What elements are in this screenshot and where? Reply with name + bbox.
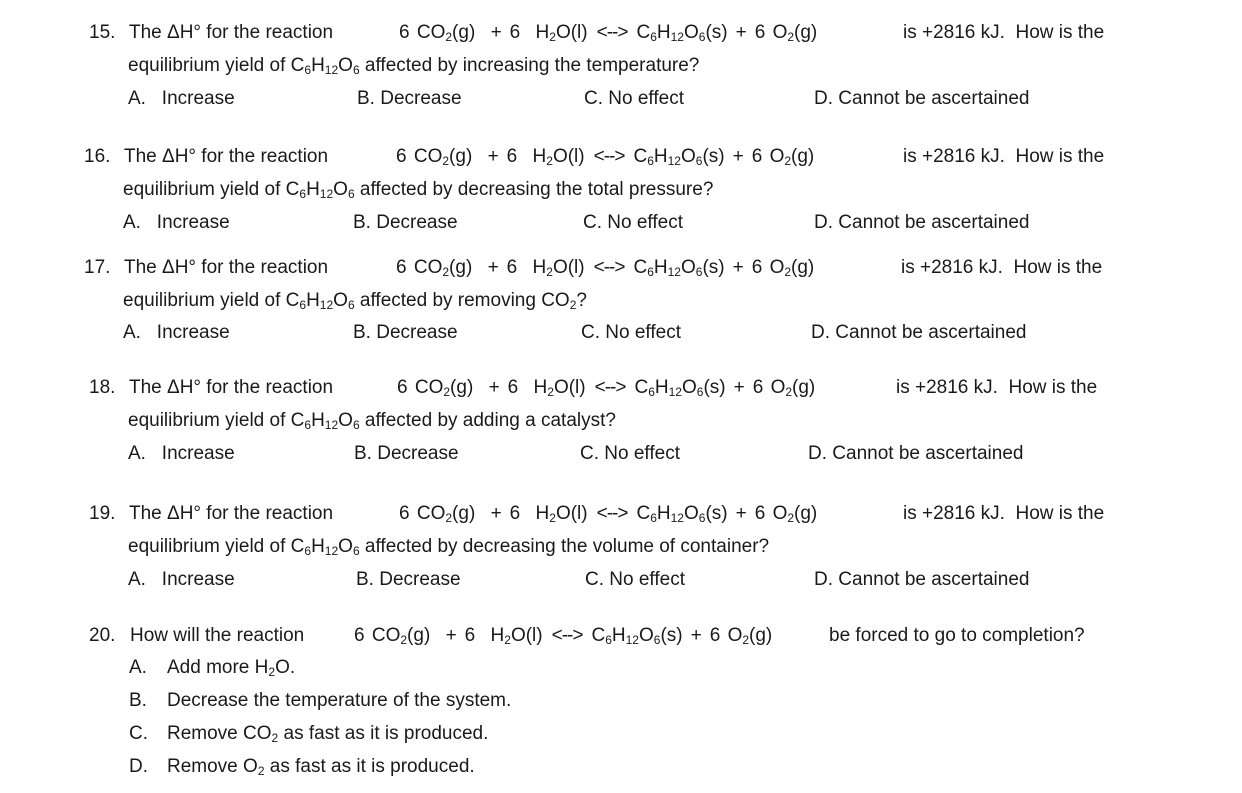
reactant-h2o-rest: O(l) <box>510 625 543 646</box>
subscript: 6 <box>647 154 654 168</box>
q20-option-c[interactable] <box>129 723 488 745</box>
equilibrium-arrow: <--> <box>551 625 583 646</box>
reactant-h2o: H <box>535 22 550 43</box>
question-tail: be forced to go to completion? <box>829 625 1085 646</box>
subscript: 6 <box>698 30 706 44</box>
state: (s) <box>660 625 683 646</box>
reaction-line <box>397 377 815 399</box>
subscript: 6 <box>648 385 655 399</box>
choice-a-increase[interactable]: A. Increase <box>123 212 230 233</box>
choice-d-cannot-be-ascertained[interactable]: D. Cannot be ascertained <box>814 212 1030 233</box>
product-o2: 6 O <box>751 257 785 278</box>
question-intro: The ΔH° for the reaction <box>129 377 334 398</box>
h: H <box>306 179 320 200</box>
p: H <box>656 22 671 43</box>
option-letter: B. <box>129 690 147 711</box>
state: (s) <box>702 257 725 278</box>
subscript: 2 <box>549 511 556 525</box>
question-number: 19. <box>89 503 116 524</box>
subscript: 12 <box>319 298 334 312</box>
glucose-formula <box>291 55 360 76</box>
question-suffix: affected by decreasing the total pressure? <box>359 179 714 200</box>
reaction-line <box>399 503 817 525</box>
question-intro: The ΔH° for the reaction <box>129 22 334 43</box>
question-line-2 <box>128 536 769 558</box>
option-text-rest: as fast as it is produced. <box>264 756 475 777</box>
subscript: 6 <box>695 265 703 279</box>
c: C <box>290 536 305 557</box>
state: (g) <box>449 257 473 278</box>
plus-sign: + <box>735 22 747 43</box>
subscript: 2 <box>549 30 556 44</box>
product-o2: 6 O <box>709 625 743 646</box>
equilibrium-arrow: <--> <box>596 22 628 43</box>
eq-prefix: equilibrium yield of <box>128 410 286 431</box>
plus-sign: + <box>735 503 747 524</box>
subscript: 12 <box>670 511 684 525</box>
p: C <box>636 22 651 43</box>
state: (g) <box>452 22 476 43</box>
p: H <box>654 377 669 398</box>
subscript: 2 <box>271 731 279 745</box>
state: (g) <box>407 625 431 646</box>
question-number: 20. <box>89 625 116 646</box>
subscript: 6 <box>605 633 612 647</box>
subscript: 6 <box>695 154 703 168</box>
reaction-line <box>396 146 814 168</box>
state: (s) <box>702 146 725 167</box>
question-number: 16. <box>84 146 111 167</box>
p: C <box>633 146 648 167</box>
reactant-co2: 6 CO <box>354 625 401 646</box>
reactant-h2o-rest: O(l) <box>553 377 586 398</box>
choice-b-decrease[interactable]: B. Decrease <box>356 569 461 590</box>
choice-c-no-effect[interactable]: C. No effect <box>583 212 683 233</box>
p: O <box>681 377 697 398</box>
state: (s) <box>705 22 728 43</box>
question-line-2 <box>123 179 713 201</box>
choice-a-increase[interactable]: A. Increase <box>128 88 235 109</box>
subscript: 12 <box>625 633 639 647</box>
reactant-h2o: H <box>490 625 505 646</box>
state: (g) <box>791 146 815 167</box>
subscript: 2 <box>442 265 450 279</box>
reaction-equation <box>396 146 814 167</box>
state: (s) <box>703 377 726 398</box>
reactant-h2o: H <box>535 503 550 524</box>
subscript: 2 <box>546 154 553 168</box>
subscript: 6 <box>650 30 657 44</box>
subscript: 6 <box>696 385 704 399</box>
state: (g) <box>450 377 474 398</box>
subscript: 2 <box>400 633 408 647</box>
product-o2: 6 O <box>754 22 788 43</box>
choice-b-decrease[interactable]: B. Decrease <box>354 443 459 464</box>
coef: 6 <box>506 146 518 167</box>
p: C <box>591 625 606 646</box>
subscript: 12 <box>324 63 339 77</box>
c: C <box>290 410 305 431</box>
p: O <box>638 625 654 646</box>
c: C <box>290 55 305 76</box>
choice-a-increase[interactable]: A. Increase <box>128 569 235 590</box>
subscript: 2 <box>742 633 750 647</box>
c: C <box>285 290 300 311</box>
q20-option-b[interactable] <box>129 690 511 712</box>
subscript: 2 <box>443 385 451 399</box>
choice-d-cannot-be-ascertained[interactable]: D. Cannot be ascertained <box>814 569 1030 590</box>
reactant-co2: 6 CO <box>399 22 446 43</box>
subscript: 2 <box>268 665 276 679</box>
option-text: Remove CO <box>167 723 272 744</box>
reaction-line <box>396 257 814 279</box>
subscript: 6 <box>304 544 312 558</box>
question-intro: The ΔH° for the reaction <box>124 146 329 167</box>
h: H <box>311 55 325 76</box>
subscript: 12 <box>667 265 681 279</box>
subscript: 2 <box>257 764 265 778</box>
question-number: 17. <box>84 257 111 278</box>
state: (g) <box>794 22 818 43</box>
eq-prefix: equilibrium yield of <box>123 290 281 311</box>
equilibrium-arrow: <--> <box>596 503 628 524</box>
choice-c-no-effect[interactable]: C. No effect <box>584 88 684 109</box>
subscript: 6 <box>647 265 654 279</box>
subscript: 6 <box>299 298 307 312</box>
subscript: 2 <box>784 154 792 168</box>
h: H <box>311 536 325 557</box>
reactant-co2: 6 CO <box>399 503 446 524</box>
reactant-co2: 6 CO <box>397 377 444 398</box>
option-text-rest: as fast as it is produced. <box>278 723 489 744</box>
subscript: 6 <box>352 63 360 77</box>
state: (g) <box>792 377 816 398</box>
option-letter: D. <box>129 756 148 777</box>
state: (g) <box>749 625 773 646</box>
option-text-rest: O. <box>275 657 296 678</box>
subscript: 2 <box>504 633 511 647</box>
subscript: 2 <box>787 30 795 44</box>
p: O <box>680 257 696 278</box>
h: H <box>306 290 320 311</box>
subscript: 6 <box>304 418 312 432</box>
question-intro: The ΔH° for the reaction <box>129 503 334 524</box>
question-number: 15. <box>89 22 116 43</box>
reaction-equation <box>396 257 814 278</box>
eq-prefix: equilibrium yield of <box>128 55 286 76</box>
reaction-equation <box>397 377 815 398</box>
subscript: 2 <box>442 154 450 168</box>
subscript: 2 <box>546 265 553 279</box>
question-line-2 <box>123 290 587 312</box>
plus-sign: + <box>487 257 499 278</box>
glucose-formula <box>291 410 360 431</box>
subscript: 2 <box>445 30 453 44</box>
question-line-2 <box>128 410 616 432</box>
dh-tail: is +2816 kJ. How is the <box>903 146 1105 167</box>
plus-sign: + <box>490 22 502 43</box>
reactant-h2o-rest: O(l) <box>552 257 585 278</box>
question-intro: How will the reaction <box>130 625 305 646</box>
state: (g) <box>791 257 815 278</box>
subscript: 2 <box>547 385 554 399</box>
state: (s) <box>705 503 728 524</box>
subscript: 6 <box>299 187 307 201</box>
reactant-h2o-rest: O(l) <box>555 503 588 524</box>
state: (g) <box>452 503 476 524</box>
dh-tail: is +2816 kJ. How is the <box>903 503 1105 524</box>
coef: 6 <box>509 22 521 43</box>
option-text: Add more H <box>167 657 269 678</box>
eq-prefix: equilibrium yield of <box>123 179 281 200</box>
coef: 6 <box>507 377 519 398</box>
dh-tail: is +2816 kJ. How is the <box>901 257 1103 278</box>
plus-sign: + <box>690 625 702 646</box>
subscript: 6 <box>650 511 657 525</box>
choice-d-cannot-be-ascertained[interactable]: D. Cannot be ascertained <box>811 322 1027 343</box>
subscript: 6 <box>352 544 360 558</box>
q20-option-d[interactable] <box>129 756 475 778</box>
subscript: 12 <box>667 154 681 168</box>
question-line-2 <box>128 55 699 77</box>
subscript: 12 <box>324 418 339 432</box>
p: H <box>653 146 668 167</box>
p: O <box>680 146 696 167</box>
option-text: Decrease the temperature of the system. <box>167 690 512 711</box>
p: O <box>683 503 699 524</box>
subscript: 2 <box>787 511 795 525</box>
subscript: 6 <box>352 418 360 432</box>
reaction-line <box>399 22 817 44</box>
plus-sign: + <box>733 377 745 398</box>
reaction-line <box>354 625 772 647</box>
choice-b-decrease[interactable]: B. Decrease <box>353 322 458 343</box>
reactant-h2o: H <box>533 377 548 398</box>
glucose-formula <box>286 290 355 311</box>
question-number: 18. <box>89 377 116 398</box>
p: C <box>633 257 648 278</box>
subscript: 2 <box>445 511 453 525</box>
question-suffix: affected by decreasing the volume of container? <box>364 536 770 557</box>
o: O <box>338 410 353 431</box>
reaction-equation <box>399 22 817 43</box>
o: O <box>333 290 348 311</box>
o: O <box>333 179 348 200</box>
subscript: 2 <box>784 265 792 279</box>
choice-c-no-effect[interactable]: C. No effect <box>580 443 680 464</box>
choice-c-no-effect[interactable]: C. No effect <box>581 322 681 343</box>
coef: 6 <box>464 625 476 646</box>
choice-d-cannot-be-ascertained[interactable]: D. Cannot be ascertained <box>808 443 1024 464</box>
subscript: 6 <box>347 298 355 312</box>
dh-tail: is +2816 kJ. How is the <box>903 22 1105 43</box>
question-suffix: affected by adding a catalyst? <box>364 410 616 431</box>
q-mark: ? <box>576 290 587 311</box>
question-suffix: affected by removing CO <box>359 290 570 311</box>
choice-d-cannot-be-ascertained[interactable]: D. Cannot be ascertained <box>814 88 1030 109</box>
choice-a-increase[interactable]: A. Increase <box>128 443 235 464</box>
reaction-equation <box>399 503 817 524</box>
equilibrium-arrow: <--> <box>594 377 626 398</box>
option-letter: A. <box>129 657 147 678</box>
subscript: 6 <box>347 187 355 201</box>
reactant-h2o-rest: O(l) <box>555 22 588 43</box>
state: (g) <box>449 146 473 167</box>
equilibrium-arrow: <--> <box>593 146 625 167</box>
eq-prefix: equilibrium yield of <box>128 536 286 557</box>
question-suffix: affected by increasing the temperature? <box>364 55 700 76</box>
subscript: 12 <box>668 385 682 399</box>
equilibrium-arrow: <--> <box>593 257 625 278</box>
subscript: 6 <box>304 63 312 77</box>
subscript: 6 <box>653 633 661 647</box>
p: H <box>611 625 626 646</box>
h: H <box>311 410 325 431</box>
product-o2: 6 O <box>752 377 786 398</box>
choice-b-decrease[interactable]: B. Decrease <box>353 212 458 233</box>
subscript: 2 <box>785 385 793 399</box>
subscript: 2 <box>569 298 577 312</box>
option-letter: C. <box>129 723 148 744</box>
reaction-equation <box>354 625 772 646</box>
reactant-h2o: H <box>532 146 547 167</box>
plus-sign: + <box>445 625 457 646</box>
subscript: 12 <box>670 30 684 44</box>
coef: 6 <box>509 503 521 524</box>
reactant-co2: 6 CO <box>396 257 443 278</box>
reactant-co2: 6 CO <box>396 146 443 167</box>
plus-sign: + <box>732 257 744 278</box>
choice-c-no-effect[interactable]: C. No effect <box>585 569 685 590</box>
p: O <box>683 22 699 43</box>
o: O <box>338 536 353 557</box>
glucose-formula <box>291 536 360 557</box>
subscript: 6 <box>698 511 706 525</box>
p: C <box>636 503 651 524</box>
plus-sign: + <box>732 146 744 167</box>
question-intro: The ΔH° for the reaction <box>124 257 329 278</box>
coef: 6 <box>506 257 518 278</box>
product-o2: 6 O <box>754 503 788 524</box>
subscript: 12 <box>324 544 339 558</box>
choice-a-increase[interactable]: A. Increase <box>123 322 230 343</box>
state: (g) <box>794 503 818 524</box>
glucose-formula <box>286 179 355 200</box>
choice-b-decrease[interactable]: B. Decrease <box>357 88 462 109</box>
reactant-h2o-rest: O(l) <box>552 146 585 167</box>
option-text: Remove O <box>167 756 258 777</box>
subscript: 12 <box>319 187 334 201</box>
c: C <box>285 179 300 200</box>
dh-tail: is +2816 kJ. How is the <box>896 377 1098 398</box>
o: O <box>338 55 353 76</box>
reactant-h2o: H <box>532 257 547 278</box>
p: H <box>653 257 668 278</box>
product-o2: 6 O <box>751 146 785 167</box>
p: H <box>656 503 671 524</box>
plus-sign: + <box>490 503 502 524</box>
plus-sign: + <box>488 377 500 398</box>
q20-option-a[interactable] <box>129 657 295 679</box>
plus-sign: + <box>487 146 499 167</box>
p: C <box>634 377 649 398</box>
